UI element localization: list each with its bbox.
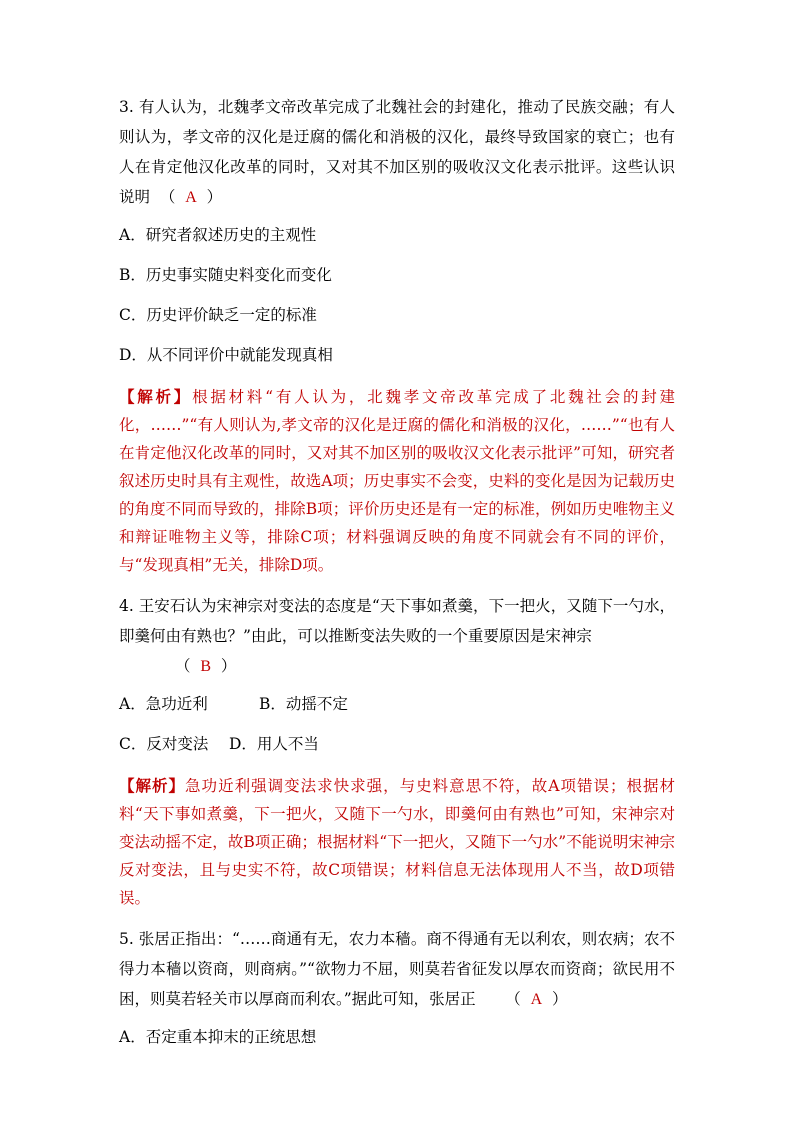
question-5: [119, 924, 675, 1049]
analysis-text: 急功近利强调变法求快求强，与史料意思不符，故A项错误；根据材料“天下事如煮羹，下一把火，又随下一勺水，即羹何由有熟也”可知，宋神宗对变法动摇不定，故B项正确；根据材料“下一把火，又随下一勺水”不能说明宋神宗反对变法，且与史实不符，故C项错误；材料信息无法体现用人不当，故D项错误。: [119, 777, 675, 907]
option-d: D．用人不当: [229, 735, 319, 753]
stem-text: 5. 张居正指出：“……商通有无，农力本穑。商不得通有无以利农，则农病；农不得力本穑以资商，则商病。”“欲物力不屈，则莫若省征发以厚农而资商；欲民用不困，则莫若轻关市以厚商而利农。”据此可知，张居正: [119, 930, 675, 1008]
question-stem: [119, 92, 675, 213]
question-stem: [119, 591, 675, 682]
option-d: D．从不同评价中就能发现真相: [119, 346, 333, 364]
option-c: C．反对变法: [119, 735, 209, 753]
document-page: [119, 92, 675, 1049]
stem-text: 3. 有人认为，北魏孝文帝改革完成了北魏社会的封建化，推动了民族交融；有人则认为，孝文帝的汉化是迂腐的儒化和消极的汉化，最终导致国家的衰亡；也有人在肯定他汉化改革的同时，又对其不加区别的吸收汉文化表示批评。这些认识说明: [119, 98, 675, 206]
stem-text: 4. 王安石认为宋神宗对变法的态度是“天下事如煮羹，下一把火，又随下一勺水，即羹何由有熟也？”由此，可以推断变法失败的一个重要原因是宋神宗: [119, 597, 675, 645]
answer-letter: A: [185, 189, 197, 206]
question-4: [119, 591, 675, 912]
answer-bracket: （ A ）: [505, 990, 568, 1008]
answer-bracket: （ B ）: [175, 657, 237, 675]
analysis-block: [119, 383, 675, 579]
option-b: B．历史事实随史料变化而变化: [119, 266, 332, 284]
options-list: [119, 223, 675, 367]
option-row-2: [119, 732, 675, 756]
analysis-tag: 【解析】: [119, 387, 193, 406]
analysis-tag: 【解析】: [119, 776, 186, 795]
answer-letter: B: [200, 658, 212, 675]
analysis-text: 根据材料“有人认为，北魏孝文帝改革完成了北魏社会的封建化，……”“有人则认为,孝文帝的汉化是迂腐的儒化和消极的汉化，……”“也有人在肯定他汉化改革的同时，又对其不加区别的吸收汉文化表示批评”可知，研究者叙述历史时具有主观性，故选A项；历史事实不会变，史料的变化是因为记载历史的角度不同而导致的，排除B项；评价历史还是有一定的标准，例如历史唯物主义和辩证唯物主义等，排除C项；材料强调反映的角度不同就会有不同的评价，与“发现真相”无关，排除D项。: [119, 388, 675, 574]
analysis-block: [119, 772, 675, 912]
option-a: A．否定重本抑末的正统思想: [119, 1028, 317, 1046]
question-3: [119, 92, 675, 579]
option-row-1: [119, 692, 675, 716]
option-a: A．研究者叙述历史的主观性: [119, 226, 317, 244]
option-c: C．历史评价缺乏一定的标准: [119, 306, 317, 324]
options-list: [119, 692, 675, 756]
answer-bracket: （ A ）: [159, 188, 223, 206]
option-a: A．急功近利: [119, 695, 208, 713]
options-list: [119, 1025, 675, 1049]
option-b: B．动摇不定: [259, 695, 348, 713]
answer-letter: A: [530, 991, 543, 1008]
question-stem: [119, 924, 675, 1015]
